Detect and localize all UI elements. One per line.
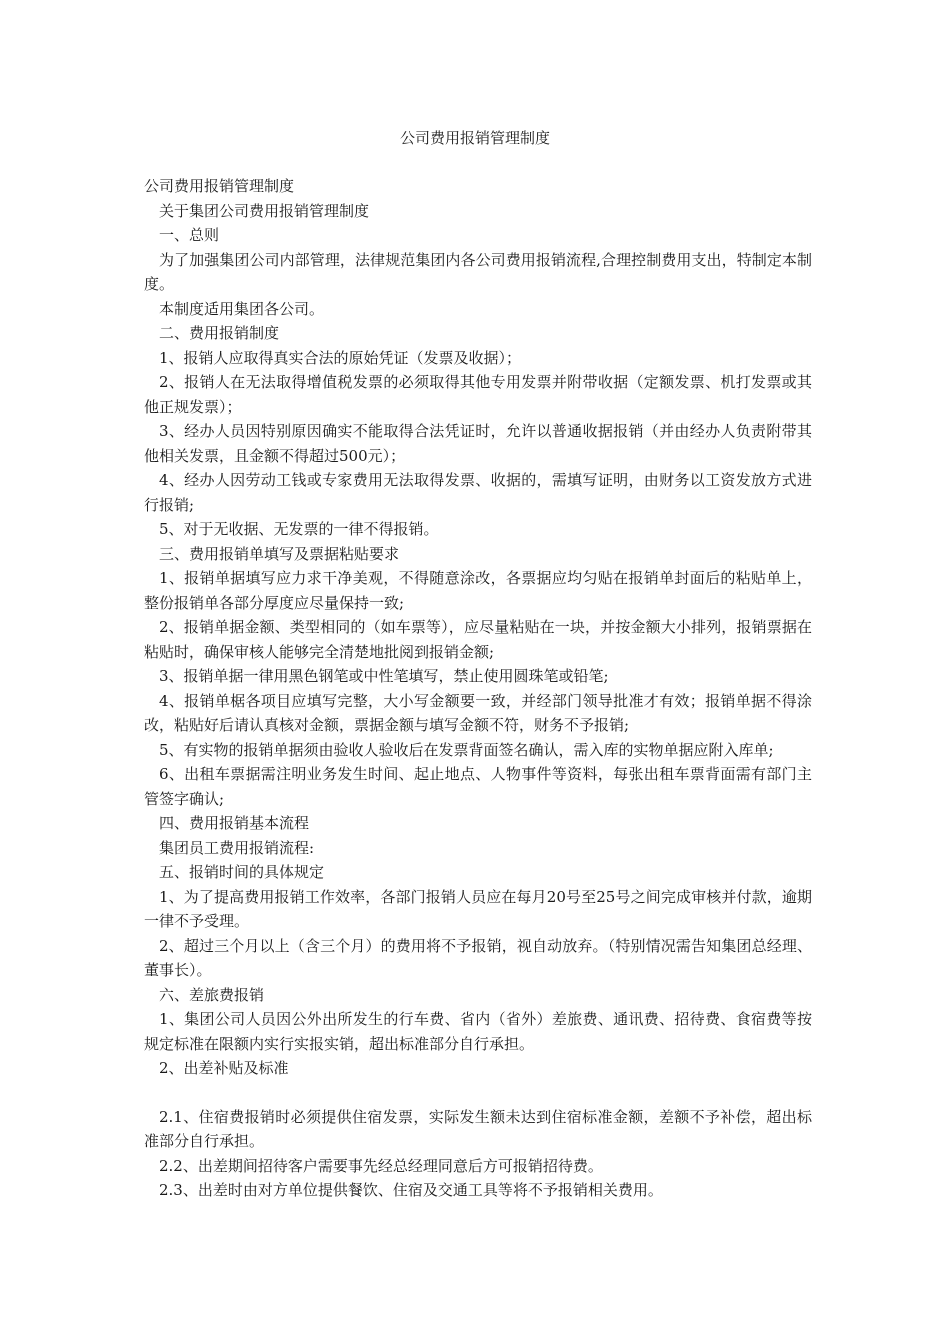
list-item: 5、对于无收据、无发票的一律不得报销。 [159,520,439,538]
sub-list-item: 2.2、出差期间招待客户需要事先经总经理同意后方可报销招待费。 [159,1156,603,1175]
list-item: 3、经办人员因特别原因确实不能取得合法凭证时，允许以普通收据报销（并由经办人负责附带其他相关发票，且金额不得超过500元）； [144,422,812,465]
section-heading-reimbursement-rules: 二、费用报销制度 [159,324,280,342]
section-heading-form-filling: 三、费用报销单填写及票据粘贴要求 [159,544,400,563]
list-item: 2、报销人在无法取得增值税发票的必须取得其他专用发票并附带收据（定额发票、机打发票或其他正规发票）； [144,373,812,416]
list-item: 1、报销单据填写应力求干净美观，不得随意涂改，各票据应均匀贴在报销单封面后的粘贴单上，整份报销单各部分厚度应尽量保持一致; [144,569,812,612]
document-body [144,174,812,1203]
section-heading-travel: 六、差旅费报销 [159,985,265,1004]
document-title: 公司费用报销管理制度 [399,129,550,147]
list-item: 2、出差补贴及标准 [159,1059,289,1077]
sub-list-item: 2.1、住宿费报销时必须提供住宿发票，实际发生额未达到住宿标准金额，差额不予补偿，超出标准部分自行承担。 [144,1107,812,1150]
paragraph: 集团员工费用报销流程: [159,838,315,857]
list-item: 5、有实物的报销单据须由验收人验收后在发票背面签名确认，需入库的实物单据应附入库单; [159,740,774,759]
heading-repeat: 公司费用报销管理制度 [144,177,295,195]
list-item: 4、经办人因劳动工钱或专家费用无法取得发票、收据的，需填写证明，由财务以工资发放方式进行报销; [144,471,812,514]
sub-list-item: 2.3、出差时由对方单位提供餐饮、住宿及交通工具等将不予报销相关费用。 [159,1181,663,1199]
list-item: 3、报销单据一律用黑色钢笔或中性笔填写，禁止使用圆珠笔或铅笔; [159,667,609,685]
subtitle: 关于集团公司费用报销管理制度 [159,201,370,220]
list-item: 6、出租车票据需注明业务发生时间、起止地点、人物事件等资料，每张出租车票背面需有部门主管签字确认; [144,765,812,808]
paragraph: 为了加强集团公司内部管理，法律规范集团内各公司费用报销流程,合理控制费用支出，特制定本制度。 [144,250,812,293]
section-heading-general: 一、总则 [159,226,220,244]
list-item: 2、超过三个月以上（含三个月）的费用将不予报销，视自动放弃。（特别情况需告知集团总经理、董事长）。 [144,936,812,979]
section-heading-time-rules: 五、报销时间的具体规定 [159,863,325,881]
list-item: 1、集团公司人员因公外出所发生的行车费、省内（省外）差旅费、通讯费、招待费、食宿费等按规定标准在限额内实行实报实销，超出标准部分自行承担。 [144,1010,812,1053]
list-item: 1、为了提高费用报销工作效率，各部门报销人员应在每月20号至25号之间完成审核并付款，逾期一律不予受理。 [144,887,812,930]
paragraph: 本制度适用集团各公司。 [159,299,325,318]
list-item: 2、报销单据金额、类型相同的（如车票等），应尽量粘贴在一块，并按金额大小排列，报销票据在粘贴时，确保审核人能够完全清楚地批阅到报销金额; [144,618,812,661]
list-item: 1、报销人应取得真实合法的原始凭证（发票及收据）； [159,348,522,367]
list-item: 4、报销单椐各项目应填写完整，大小写金额要一致，并经部门领导批准才有效；报销单据不得涂改，粘贴好后请认真核对金额，票据金额与填写金额不符，财务不予报销; [144,691,812,734]
section-heading-basic-flow: 四、费用报销基本流程 [159,814,310,832]
blank-line [144,1081,812,1105]
